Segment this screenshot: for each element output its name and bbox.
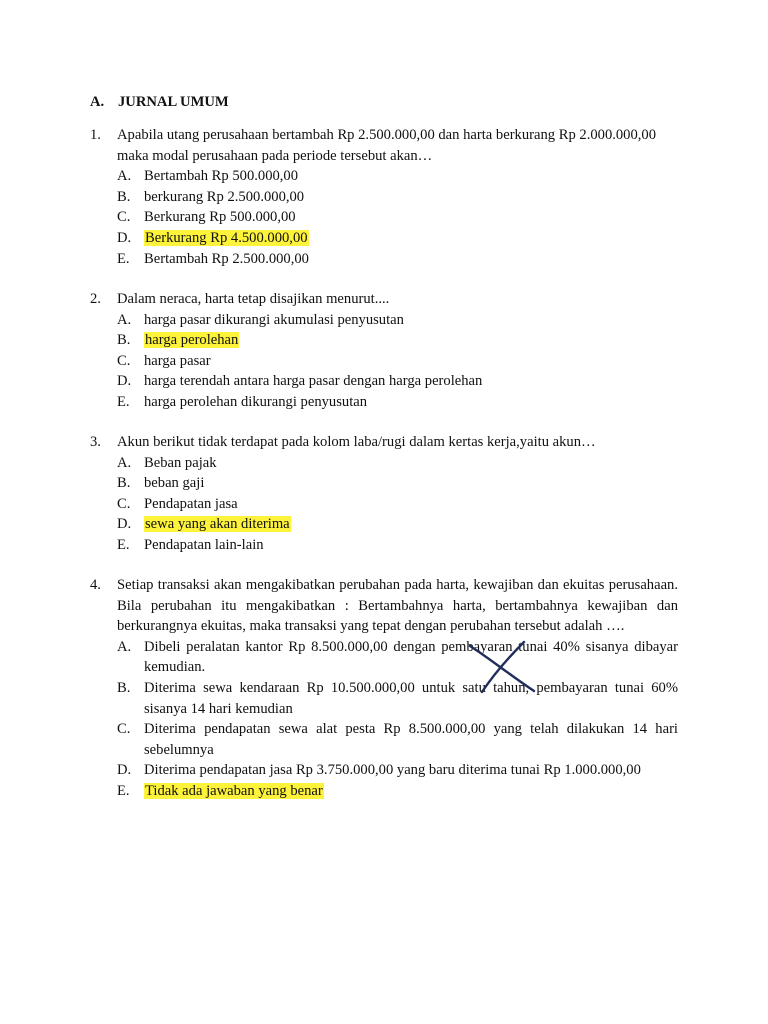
option-letter: A.	[117, 168, 132, 185]
option-text: Bertambah Rp 500.000,00	[144, 168, 299, 185]
option-a	[90, 166, 678, 187]
option-a	[90, 453, 678, 474]
option-text: Diterima pendapatan sewa alat pesta Rp 8.500.000,00 yang telah dilakukan 14 hari sebelumnya	[144, 721, 678, 758]
option-text: Pendapatan jasa	[144, 495, 238, 512]
option-letter: D.	[117, 373, 132, 390]
question-number: 2.	[90, 291, 101, 307]
option-b	[90, 330, 678, 351]
option-letter: C.	[117, 209, 131, 226]
option-letter: A.	[117, 638, 132, 655]
option-c	[90, 351, 678, 372]
option-text: Bertambah Rp 2.500.000,00	[144, 250, 309, 267]
question-3	[90, 432, 678, 556]
option-a	[90, 637, 678, 678]
question-stem	[90, 289, 678, 310]
option-letter: B.	[117, 188, 131, 205]
option-e	[90, 535, 678, 556]
question-4	[90, 575, 678, 802]
section-letter: A.	[90, 94, 105, 110]
question-stem	[90, 125, 678, 166]
section-heading	[90, 93, 229, 111]
option-d	[90, 760, 678, 781]
option-letter: A.	[117, 454, 132, 471]
option-letter: E.	[117, 393, 130, 410]
option-d	[90, 514, 678, 535]
question-text: Dalam neraca, harta tetap disajikan menurut....	[117, 291, 390, 307]
option-e	[90, 392, 678, 413]
option-letter: C.	[117, 495, 131, 512]
option-letter: D.	[117, 762, 132, 779]
option-letter: E.	[117, 536, 130, 553]
section-title: JURNAL UMUM	[118, 94, 229, 110]
option-c	[90, 719, 678, 760]
option-letter: C.	[117, 352, 131, 369]
option-text: berkurang Rp 2.500.000,00	[144, 188, 305, 205]
question-text: Setiap transaksi akan mengakibatkan perubahan pada harta, kewajiban dan ekuitas perusahaan. Bila perubahan itu mengakibatkan : Bertambahnya harta, bertambahnya kewajiban dan berkurangnya ekuitas, maka transaksi yang tepat dengan perubahan tersebut adalah ….	[117, 577, 678, 635]
option-d	[90, 228, 678, 249]
question-1	[90, 125, 678, 269]
option-letter: D.	[117, 229, 132, 246]
option-b	[90, 187, 678, 208]
option-text: harga pasar dikurangi akumulasi penyusutan	[144, 311, 404, 328]
option-letter: A.	[117, 311, 132, 328]
handwritten-cross-mark	[466, 640, 538, 694]
option-letter: E.	[117, 250, 130, 267]
option-letter: D.	[117, 516, 132, 533]
option-letter: B.	[117, 475, 131, 492]
option-text: Pendapatan lain-lain	[144, 536, 264, 553]
option-a	[90, 310, 678, 331]
question-stem	[90, 432, 678, 453]
option-text: beban gaji	[144, 475, 205, 492]
option-text: Diterima pendapatan jasa Rp 3.750.000,00 yang baru diterima tunai Rp 1.000.000,00	[144, 762, 641, 779]
option-e	[90, 781, 678, 802]
option-text: Berkurang Rp 500.000,00	[144, 209, 296, 226]
highlighted-answer: harga perolehan	[145, 332, 239, 349]
option-d	[90, 371, 678, 392]
option-b	[90, 678, 678, 719]
option-text: Diterima sewa kendaraan Rp 10.500.000,00 untuk satu tahun, pembayaran tunai 60% sisanya 14 hari kemudian	[144, 679, 678, 717]
option-letter: B.	[117, 679, 131, 696]
question-stem	[90, 575, 678, 637]
option-letter: E.	[117, 782, 130, 799]
question-number: 4.	[90, 577, 101, 593]
option-text: harga terendah antara harga pasar dengan harga perolehan	[144, 373, 483, 390]
option-text: harga pasar	[144, 352, 211, 369]
option-e	[90, 249, 678, 270]
option-b	[90, 473, 678, 494]
question-text: Apabila utang perusahaan bertambah Rp 2.500.000,00 dan harta berkurang Rp 2.000.000,00 maka modal perusahaan pada periode tersebut akan…	[117, 127, 657, 164]
option-c	[90, 207, 678, 228]
option-letter: C.	[117, 721, 131, 738]
highlighted-answer: Berkurang Rp 4.500.000,00	[145, 229, 308, 246]
question-number: 3.	[90, 434, 101, 450]
highlighted-answer: Tidak ada jawaban yang benar	[145, 782, 323, 799]
option-text: Beban pajak	[144, 454, 217, 471]
option-letter: B.	[117, 332, 131, 349]
option-text: harga perolehan dikurangi penyusutan	[144, 393, 368, 410]
option-text: Dibeli peralatan kantor Rp 8.500.000,00 dengan pembayaran tunai 40% sisanya dibayar kemudian.	[144, 638, 678, 676]
option-c	[90, 494, 678, 515]
question-number: 1.	[90, 127, 101, 143]
highlighted-answer: sewa yang akan diterima	[145, 516, 290, 533]
question-2	[90, 289, 678, 413]
question-text: Akun berikut tidak terdapat pada kolom laba/rugi dalam kertas kerja,yaitu akun…	[117, 434, 596, 450]
